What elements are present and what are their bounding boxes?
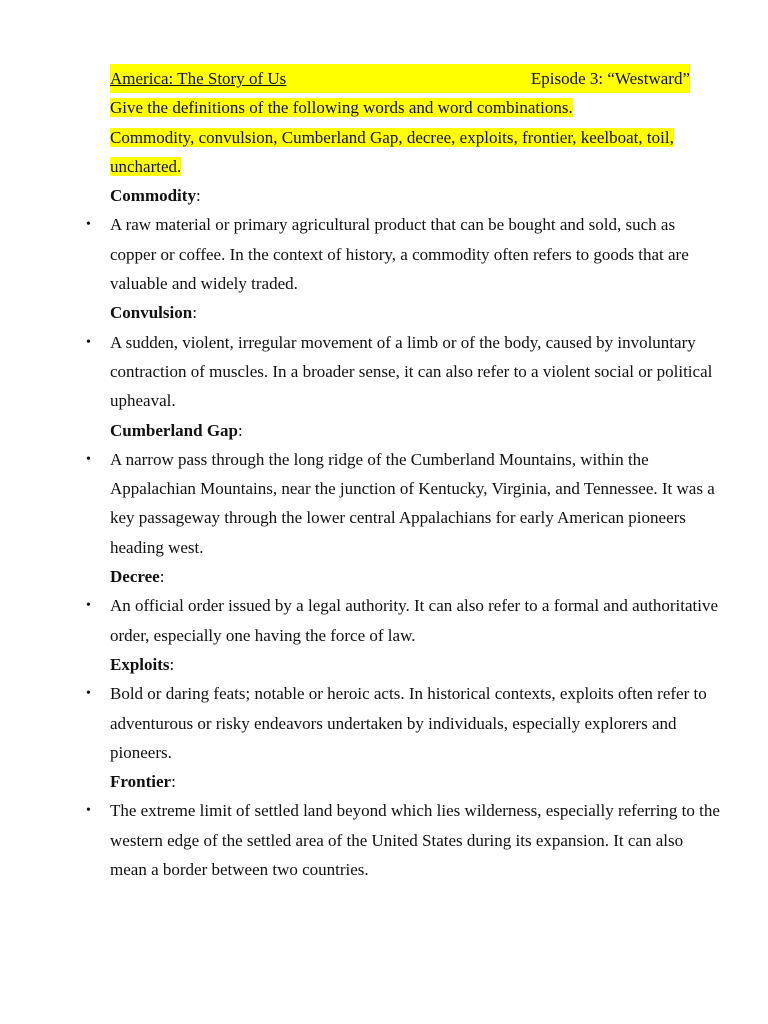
document-body bbox=[86, 64, 720, 884]
bullet-icon: • bbox=[86, 686, 91, 702]
definition-text: A sudden, violent, irregular movement of a limb or of the body, caused by involuntary contraction of muscles. In a broader sense, it can also refer to a violent social or political upheaval. bbox=[110, 332, 713, 411]
entry-decree bbox=[86, 562, 720, 650]
bullet-icon: • bbox=[86, 334, 91, 350]
instructions bbox=[110, 93, 720, 122]
term-heading: Exploits: bbox=[110, 654, 175, 674]
term-heading: Frontier: bbox=[110, 772, 176, 792]
bullet-icon: • bbox=[86, 803, 91, 819]
bullet-icon: • bbox=[86, 451, 91, 467]
definition-text: A narrow pass through the long ridge of the Cumberland Mountains, within the Appalachian Mountains, near the junction of Kentucky, Virginia, and Tennessee. It was a key passageway through the lower central Appalachians for early American pioneers heading west. bbox=[110, 449, 715, 557]
document-header bbox=[110, 64, 690, 93]
term-label: Frontier bbox=[110, 772, 172, 792]
term-heading: Convulsion: bbox=[110, 303, 197, 323]
entry-cumberland-gap bbox=[86, 416, 720, 562]
entry-exploits bbox=[86, 650, 720, 767]
word-list-continued bbox=[110, 152, 720, 181]
instructions-text: Give the definitions of the following words and word combinations. bbox=[110, 98, 573, 118]
term-label: Cumberland Gap bbox=[110, 420, 238, 440]
term-heading: Decree: bbox=[110, 567, 165, 587]
term-label: Commodity bbox=[110, 186, 196, 206]
term-heading: Commodity: bbox=[110, 186, 201, 206]
word-list-line-1: Commodity, convulsion, Cumberland Gap, decree, exploits, frontier, keelboat, toil, bbox=[110, 127, 674, 147]
term-label: Decree bbox=[110, 567, 160, 587]
entry-frontier bbox=[86, 767, 720, 884]
word-list-line-2: uncharted. bbox=[110, 156, 182, 176]
definition bbox=[86, 679, 720, 767]
definition bbox=[86, 210, 720, 298]
definition bbox=[86, 445, 720, 562]
term-label: Convulsion bbox=[110, 303, 193, 323]
entry-convulsion bbox=[86, 298, 720, 415]
definition-text: An official order issued by a legal authority. It can also refer to a formal and authoritative order, especially one having the force of law. bbox=[110, 596, 718, 645]
entry-commodity bbox=[86, 181, 720, 298]
definition bbox=[86, 328, 720, 416]
term-label: Exploits bbox=[110, 654, 170, 674]
term-heading: Cumberland Gap: bbox=[110, 420, 243, 440]
definition bbox=[86, 591, 720, 650]
definition-text: The extreme limit of settled land beyond which lies wilderness, especially referring to the western edge of the settled area of the United States during its expansion. It can also mean a border between two countries. bbox=[110, 801, 720, 880]
definition-text: A raw material or primary agricultural product that can be bought and sold, such as copper or coffee. In the context of history, a commodity often refers to goods that are valuable and widely traded. bbox=[110, 215, 689, 294]
show-title: America: The Story of Us bbox=[110, 69, 287, 88]
definition bbox=[86, 796, 720, 884]
bullet-icon: • bbox=[86, 217, 91, 233]
episode-title: Episode 3: “Westward” bbox=[530, 69, 690, 88]
bullet-icon: • bbox=[86, 598, 91, 614]
definition-text: Bold or daring feats; notable or heroic acts. In historical contexts, exploits often refer to adventurous or risky endeavors undertaken by individuals, especially explorers and pioneers. bbox=[110, 684, 707, 762]
word-list bbox=[110, 123, 720, 152]
